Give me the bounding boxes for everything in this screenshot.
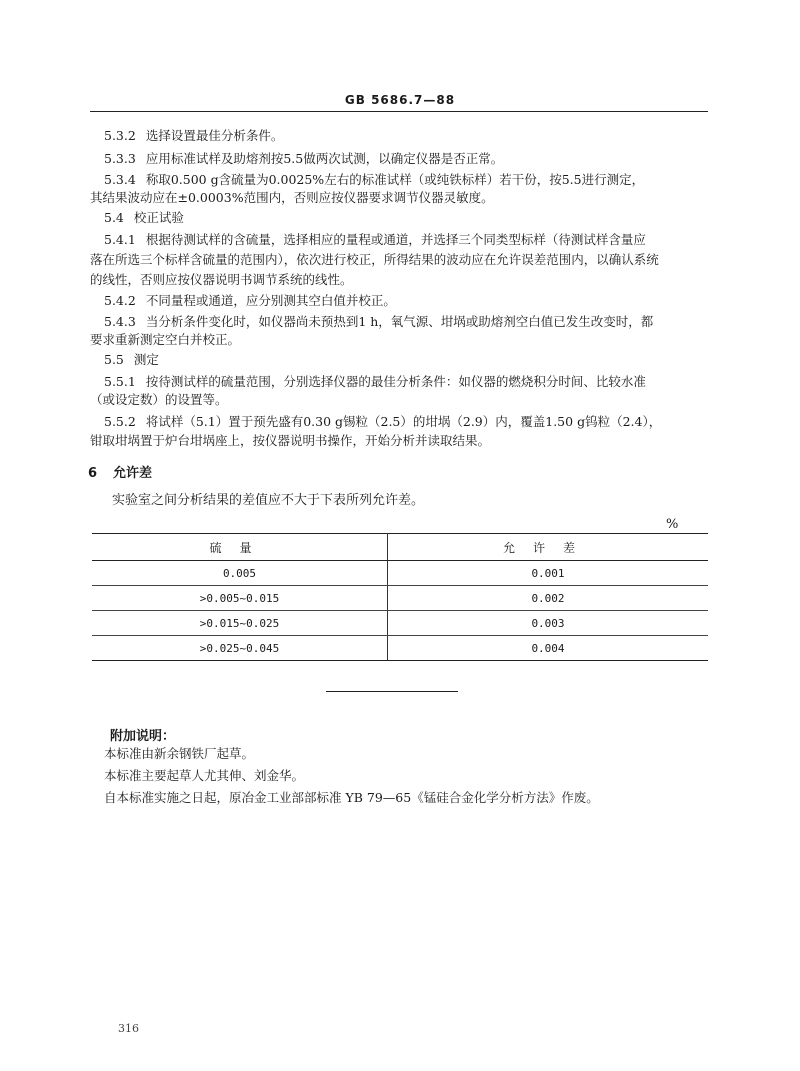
clause-5-3-3: 5.3.3 应用标准试样及助熔剂按5.5做两次试测，以确定仪器是否正常。 <box>104 151 504 166</box>
sulfur-range-cell: >0.025~0.045 <box>92 636 388 661</box>
clause-5-3-4-cont: 其结果波动应在±0.0003%范围内，否则应按仪器要求调节仪器灵敏度。 <box>90 190 494 205</box>
clause-5-3-2: 5.3.2 选择设置最佳分析条件。 <box>104 128 284 143</box>
section-6-intro: 实验室之间分析结果的差值应不大于下表所列允许差。 <box>112 493 425 508</box>
tolerance-cell: 0.001 <box>388 561 709 586</box>
clause-5-3-4: 5.3.4 称取0.500 g含硫量为0.0025%左右的标准试样（或纯铁标样）若干份，按5.5进行测定， <box>104 172 645 187</box>
col-header-sulfur: 硫量 <box>92 534 388 561</box>
tolerance-cell: 0.003 <box>388 611 709 636</box>
table-row <box>92 586 708 611</box>
sulfur-range-cell: >0.005~0.015 <box>92 586 388 611</box>
note-line: 自本标准实施之日起，原冶金工业部部标准 YB 79—65《锰硅合金化学分析方法》作废。 <box>104 790 599 805</box>
additional-notes-title: 附加说明： <box>110 729 176 744</box>
clause-5-5-1: 5.5.1 按待测试样的硫量范围，分别选择仪器的最佳分析条件：如仪器的燃烧积分时间、比较水准 <box>104 374 646 389</box>
tolerance-cell: 0.002 <box>388 586 709 611</box>
clause-5-5-2-cont: 钳取坩埚置于炉台坩埚座上，按仪器说明书操作，开始分析并读取结果。 <box>90 433 491 448</box>
clause-5-4-1: 5.4.1 根据待测试样的含硫量，选择相应的量程或通道，并选择三个同类型标样（待测试样含量应 <box>104 232 646 247</box>
clause-5-4-3-cont: 要求重新测定空白并校正。 <box>90 332 241 347</box>
page-number: 316 <box>118 1022 139 1035</box>
unit-label: % <box>666 517 679 532</box>
table-row <box>92 561 708 586</box>
clause-5-5-2: 5.5.2 将试样（5.1）置于预先盛有0.30 g锡粒（2.5）的坩埚（2.9）内，覆盖1.50 g钨粒（2.4）， <box>104 414 662 429</box>
section-divider <box>326 691 458 692</box>
clause-5-4: 5.4 校正试验 <box>104 210 184 225</box>
note-line: 本标准主要起草人尤其伸、刘金华。 <box>104 768 305 783</box>
table-row <box>92 636 708 661</box>
tolerance-cell: 0.004 <box>388 636 709 661</box>
col-header-tolerance: 允许差 <box>388 534 709 561</box>
table-row <box>92 611 708 636</box>
sulfur-range-cell: 0.005 <box>92 561 388 586</box>
tolerance-table <box>92 533 708 661</box>
section-6-heading: 6 允许差 <box>88 466 153 481</box>
clause-5-4-1-cont2: 的线性，否则应按仪器说明书调节系统的线性。 <box>90 272 353 287</box>
note-line: 本标准由新余钢铁厂起草。 <box>104 746 255 761</box>
header-rule <box>90 111 708 112</box>
clause-5-4-3: 5.4.3 当分析条件变化时，如仪器尚未预热到1 h，氧气源、坩埚或助熔剂空白值已发生改变时，都 <box>104 314 654 329</box>
table-header-row <box>92 534 708 561</box>
clause-5-5: 5.5 测定 <box>104 352 159 367</box>
clause-5-4-1-cont: 落在所选三个标样含硫量的范围内），依次进行校正，所得结果的波动应在允许误差范围内，以确认系统 <box>90 252 659 267</box>
sulfur-range-cell: >0.015~0.025 <box>92 611 388 636</box>
running-header: GB 5686.7—88 <box>344 93 456 107</box>
clause-5-4-2: 5.4.2 不同量程或通道，应分别测其空白值并校正。 <box>104 293 396 308</box>
clause-5-5-1-cont: （或设定数）的设置等。 <box>90 392 228 407</box>
